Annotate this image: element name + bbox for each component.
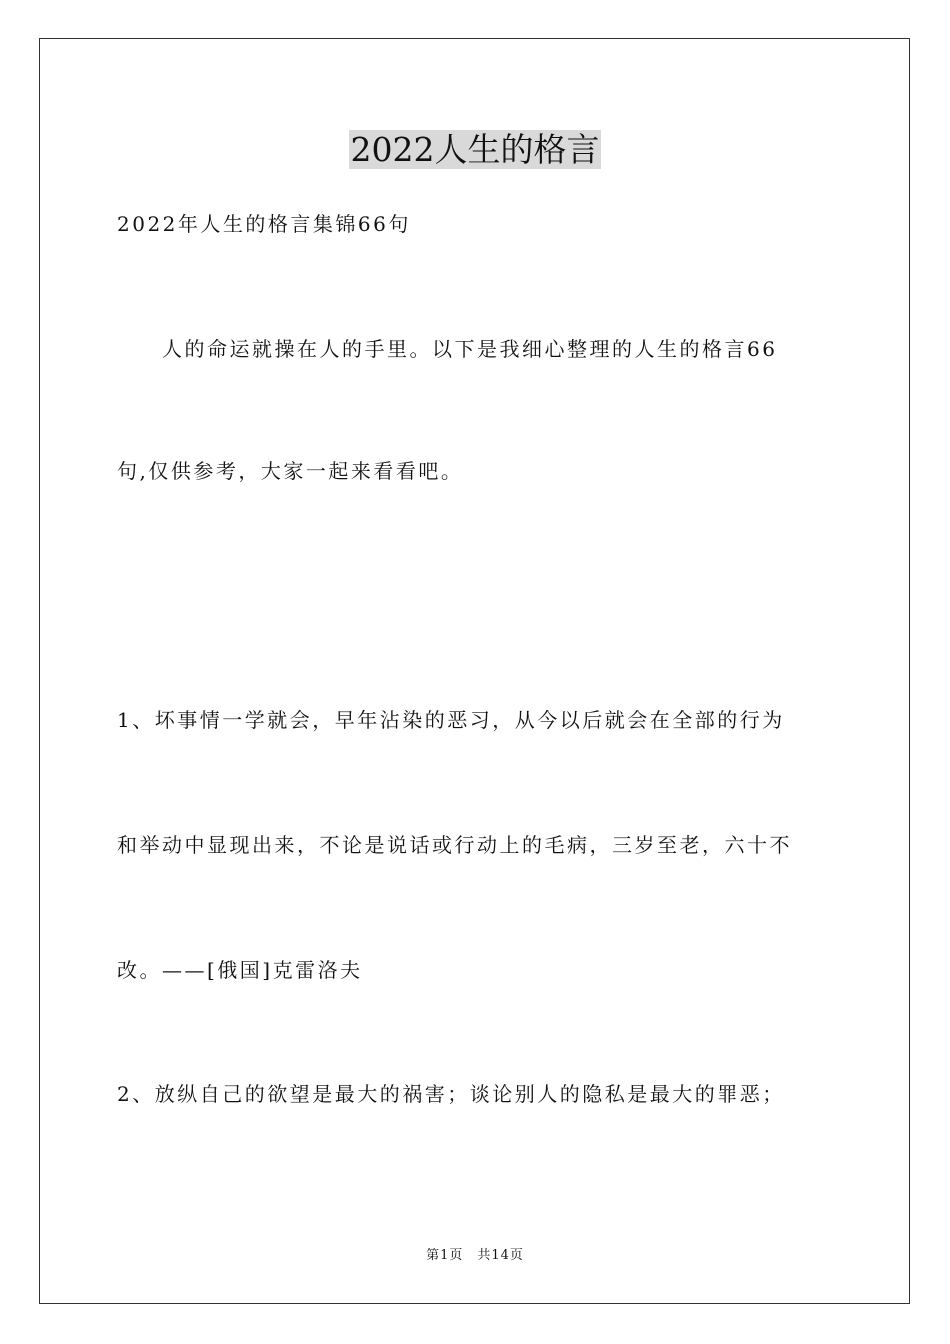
- page-number: 第1页: [426, 1248, 464, 1263]
- paragraph-line: 和举动中显现出来，不论是说话或行动上的毛病，三岁至老，六十不: [117, 833, 792, 857]
- paragraph-line: 2、放纵自己的欲望是最大的祸害；谈论别人的隐私是最大的罪恶；: [117, 1082, 785, 1106]
- paragraph-line: 改。——[俄国]克雷洛夫: [117, 958, 363, 982]
- document-title: [0, 128, 950, 172]
- document-subtitle: 2022年人生的格言集锦66句: [117, 212, 411, 236]
- document-title-text: 2022人生的格言: [350, 130, 600, 169]
- page-total: 共14页: [477, 1248, 524, 1263]
- page-footer: [0, 1247, 950, 1265]
- paragraph-line: 句,仅供参考，大家一起来看看吧。: [117, 459, 464, 483]
- paragraph-line: 人的命运就操在人的手里。以下是我细心整理的人生的格言66: [117, 337, 778, 361]
- paragraph-line: 1、坏事情一学就会，早年沾染的恶习，从今以后就会在全部的行为: [117, 708, 785, 732]
